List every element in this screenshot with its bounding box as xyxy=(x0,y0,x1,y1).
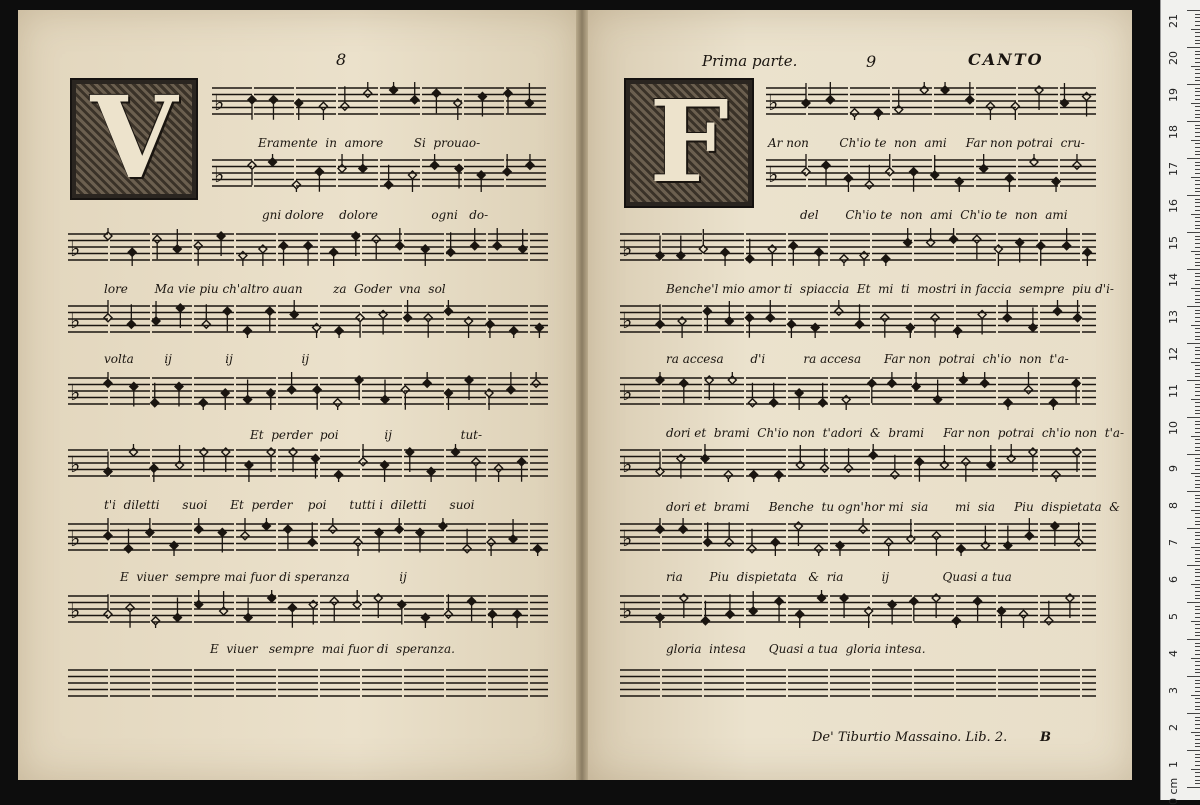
right-lyric-3: Benche'l mio amor ti spiaccia Et mi ti mostri in faccia sempre piu d'i- xyxy=(666,282,1114,296)
ruler-label: 18 xyxy=(1167,125,1180,139)
ruler-label: 5 xyxy=(1167,613,1180,620)
right-part-heading: Prima parte. xyxy=(702,52,798,70)
ruler-label: 20 xyxy=(1167,51,1180,65)
right-lyric-7: ria Piu dispietata & ria ij Quasi a tua xyxy=(666,570,1012,584)
ruler-label: 6 xyxy=(1167,576,1180,583)
ruler-label: 11 xyxy=(1167,384,1180,398)
left-initial-letter: V xyxy=(90,73,178,204)
left-lyric-2: gni dolore dolore ogni do- xyxy=(262,208,489,222)
svg-text:♭: ♭ xyxy=(70,309,81,334)
ruler-label: 4 xyxy=(1167,650,1180,657)
left-staff-1 xyxy=(212,82,548,120)
right-lyric-2: del Ch'io te non ami Ch'io te non ami xyxy=(800,208,1068,222)
svg-text:♭: ♭ xyxy=(622,527,633,552)
right-staff-4 xyxy=(620,300,1096,338)
left-staff-3 xyxy=(68,228,548,266)
right-staff-7 xyxy=(620,518,1096,556)
left-page-number: 8 xyxy=(336,50,347,69)
left-staff-9-empty xyxy=(68,664,548,702)
svg-text:♭: ♭ xyxy=(214,91,225,116)
svg-text:♭: ♭ xyxy=(70,599,81,624)
left-lyric-5: Et perder poi ij tut- xyxy=(250,428,483,442)
right-lyric-6: dori et brami Benche tu ogn'hor mi sia mi sia Piu dispietata & xyxy=(666,500,1120,514)
svg-text:♭: ♭ xyxy=(768,91,779,116)
svg-text:♭: ♭ xyxy=(622,237,633,262)
ruler-label: 13 xyxy=(1167,310,1180,324)
ruler-label: 10 xyxy=(1167,421,1180,435)
svg-text:♭: ♭ xyxy=(70,237,81,262)
left-lyric-3: lore Ma vie piu ch'altro auan za Goder vna sol xyxy=(104,282,446,296)
left-lyric-1: Eramente in amore Si prouao- xyxy=(258,136,481,150)
ruler-label: 12 xyxy=(1167,347,1180,361)
right-lyric-5: dori et brami Ch'io non t'adori & brami Far non potrai ch'io non t'a- xyxy=(666,426,1125,440)
left-lyric-6: t'i diletti suoi Et perder poi tutti i diletti suoi xyxy=(104,498,475,512)
left-decorated-initial xyxy=(70,73,198,204)
right-lyric-1: Ar non Ch'io te non ami Far non potrai cru- xyxy=(768,136,1085,150)
svg-text:♭: ♭ xyxy=(622,381,633,406)
svg-text:♭: ♭ xyxy=(622,309,633,334)
book-gutter xyxy=(576,10,588,780)
measurement-ruler xyxy=(1160,0,1200,805)
svg-text:♭: ♭ xyxy=(214,163,225,188)
ruler-label: 21 xyxy=(1167,14,1180,28)
svg-text:♭: ♭ xyxy=(768,163,779,188)
svg-text:♭: ♭ xyxy=(70,381,81,406)
ruler-label: 14 xyxy=(1167,273,1180,287)
svg-text:♭: ♭ xyxy=(70,527,81,552)
svg-text:♭: ♭ xyxy=(70,453,81,478)
left-staff-6 xyxy=(68,444,548,482)
ruler-label: 1 xyxy=(1167,761,1180,768)
ruler-label: 2 xyxy=(1167,724,1180,731)
signature-mark: B xyxy=(1040,730,1051,745)
svg-text:♭: ♭ xyxy=(622,453,633,478)
printer-footer: De' Tiburtio Massaino. Lib. 2. xyxy=(812,730,1008,745)
right-staff-3 xyxy=(620,228,1096,266)
left-staff-7 xyxy=(68,518,548,556)
ruler-label: 16 xyxy=(1167,199,1180,213)
ruler-label: 3 xyxy=(1167,687,1180,694)
ruler-label: 9 xyxy=(1167,465,1180,472)
right-decorated-initial xyxy=(624,78,754,208)
right-lyric-8: gloria intesa Quasi a tua gloria intesa. xyxy=(666,642,926,656)
left-staff-5 xyxy=(68,372,548,410)
left-staff-8 xyxy=(68,590,548,628)
ruler-label: 15 xyxy=(1167,236,1180,250)
left-staff-4 xyxy=(68,300,548,338)
ruler-label: 0 cm xyxy=(1167,777,1180,805)
right-staff-8 xyxy=(620,590,1096,628)
svg-text:♭: ♭ xyxy=(622,599,633,624)
ruler-label: 17 xyxy=(1167,162,1180,176)
left-lyric-4: volta ij ij ij xyxy=(104,352,310,366)
right-page-number: 9 xyxy=(866,52,877,71)
right-staff-1 xyxy=(766,82,1096,120)
voice-part-heading: CANTO xyxy=(968,50,1044,69)
ruler-label: 19 xyxy=(1167,88,1180,102)
left-lyric-8: E viuer sempre mai fuor di speranza. xyxy=(210,642,455,656)
right-staff-5 xyxy=(620,372,1096,410)
left-lyric-7: E viuer sempre mai fuor di speranza ij xyxy=(120,570,407,584)
right-lyric-4: ra accesa d'i ra accesa Far non potrai ch'io non t'a- xyxy=(666,352,1069,366)
right-staff-6 xyxy=(620,444,1096,482)
ruler-label: 8 xyxy=(1167,502,1180,509)
right-initial-letter: F xyxy=(649,77,729,208)
left-staff-2 xyxy=(212,154,548,192)
ruler-label: 7 xyxy=(1167,539,1180,546)
right-staff-2 xyxy=(766,154,1096,192)
right-staff-9-empty xyxy=(620,664,1096,702)
